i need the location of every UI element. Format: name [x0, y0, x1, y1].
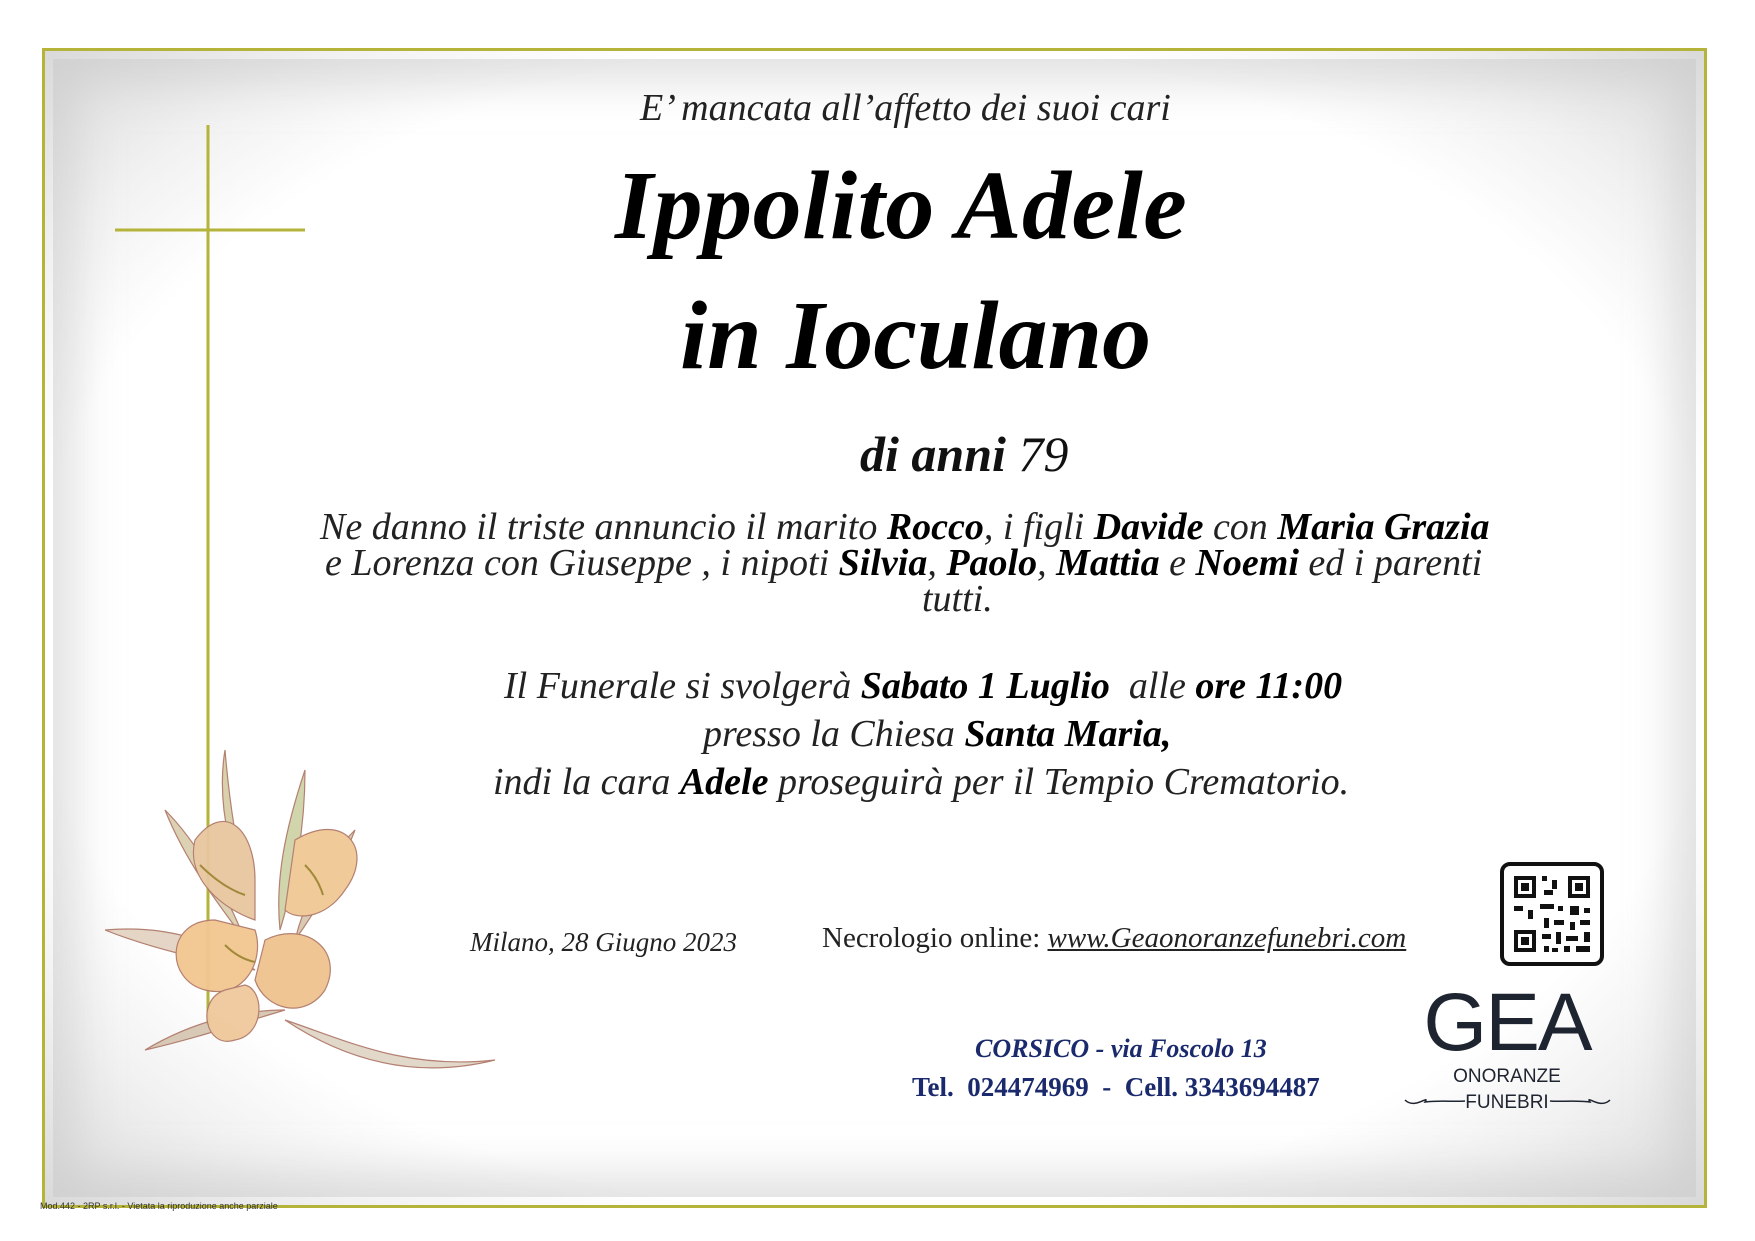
deceased-name: Ippolito Adele — [615, 152, 1188, 260]
relative-name: Rocco — [886, 506, 984, 548]
svg-text:ONORANZE: ONORANZE — [1453, 1066, 1561, 1087]
funeral-text: proseguirà per il Tempio Crematorio. — [768, 761, 1350, 803]
funeral-line-3 — [493, 758, 1349, 806]
funeral-text: alle — [1109, 665, 1196, 707]
age-prefix: di anni — [860, 426, 1006, 482]
funeral-line-1 — [504, 662, 1342, 710]
church-name: Santa Maria, — [964, 713, 1172, 755]
funeral-line-2 — [703, 710, 1171, 758]
online-obituary — [822, 922, 1406, 955]
funeral-time: ore 11:00 — [1195, 665, 1343, 707]
deceased-first-name: Adele — [679, 761, 769, 803]
online-url-link[interactable]: www.Geaonoranzefunebri.com — [1047, 922, 1407, 954]
announcement-line-1 — [320, 506, 1490, 548]
svg-text:FUNEBRI: FUNEBRI — [1465, 1092, 1549, 1113]
online-label: Necrologio online: — [822, 922, 1048, 954]
relative-name: Paolo — [946, 542, 1038, 584]
announcement-text: con — [1203, 506, 1278, 548]
agency-phones: Tel. 024474969 - Cell. 3343694487 — [912, 1072, 1320, 1102]
announcement-line-2 — [325, 542, 1483, 584]
intro-line: E’ mancata all’affetto dei suoi cari — [640, 87, 1171, 129]
relative-name: Silvia — [838, 542, 928, 584]
announcement-text: , — [927, 542, 947, 584]
announcement-text: , — [1037, 542, 1057, 584]
relative-name: Maria Grazia — [1277, 506, 1490, 548]
announcement-text: , i figli — [983, 506, 1094, 548]
svg-text:GEA: GEA — [1423, 982, 1591, 1068]
funeral-text: presso la Chiesa — [703, 713, 965, 755]
gea-logo — [1395, 982, 1620, 1117]
relative-name: Davide — [1093, 506, 1204, 548]
age-value: 79 — [1018, 426, 1069, 482]
announcement-text: e Lorenza con Giuseppe , i nipoti — [325, 542, 839, 584]
funeral-text: indi la cara — [493, 761, 680, 803]
flower-illustration — [105, 690, 565, 1130]
announcement-text: ed i parenti — [1298, 542, 1483, 584]
footer-model-note: Mod.442 - 2RP s.r.l. - Vietata la riproduzione anche parziale — [40, 1201, 278, 1211]
announcement-text: Ne danno il triste annuncio il marito — [320, 506, 887, 548]
deceased-married-name: in Ioculano — [680, 282, 1152, 390]
place-date: Milano, 28 Giugno 2023 — [470, 927, 737, 957]
announcement-text: e — [1159, 542, 1196, 584]
qr-code-icon[interactable] — [1500, 862, 1604, 966]
funeral-date: Sabato 1 Luglio — [860, 665, 1110, 707]
announcement-line-3: tutti. — [922, 578, 993, 620]
agency-address: CORSICO - via Foscolo 13 — [975, 1034, 1267, 1063]
funeral-text: Il Funerale si svolgerà — [504, 665, 861, 707]
age-line — [860, 425, 1068, 483]
relative-name: Mattia — [1056, 542, 1160, 584]
relative-name: Noemi — [1195, 542, 1299, 584]
